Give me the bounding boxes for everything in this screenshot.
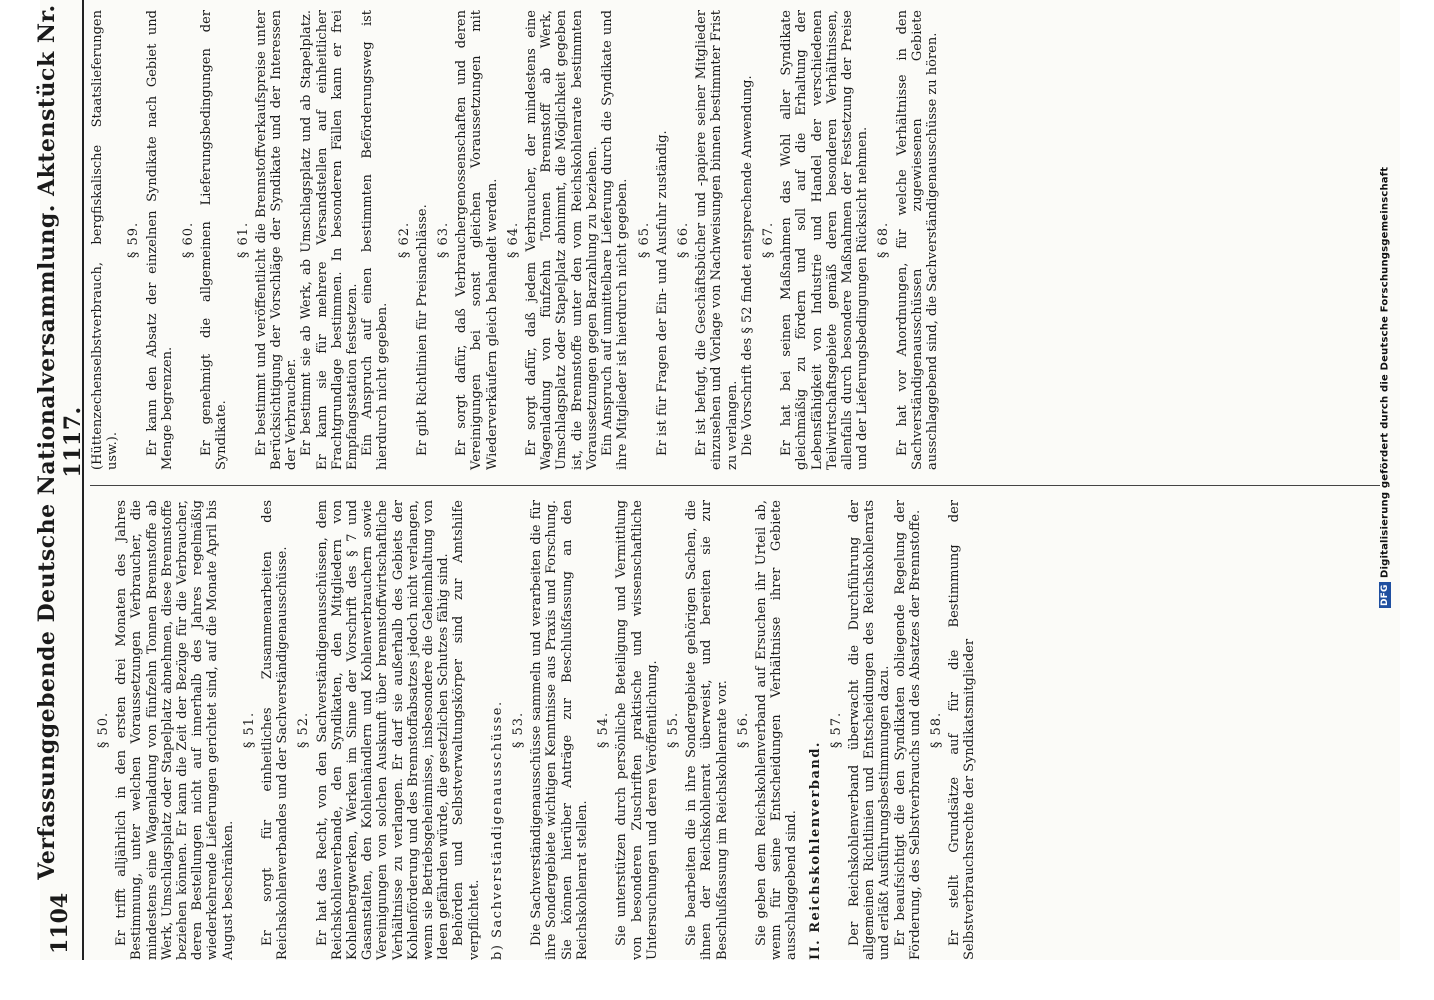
column-divider	[90, 485, 1380, 486]
paragraph: Ein Anspruch auf unmittelbare Lieferung durch die Syndikate und ihre Mitglieder ist hierdurch nicht gegeben.	[600, 10, 631, 470]
paragraph: Er beaufsichtigt die den Syndikaten obliegende Regelung der Förderung, des Selbstverbrauchs und des Absatzes der Brennstoffe.	[892, 500, 923, 960]
section-number: § 62.	[396, 221, 412, 259]
paragraph: Er hat bei seinen Maßnahmen das Wohl aller Syndikate gleichmäßig zu fördern und soll auf die Erhaltung der Lebensfähigkeit von Industrie und Handel der verschiedenen Teilwirtschaftsgebiete gemäß deren besonderen Verhältnissen, allenfalls durch besondere Maßnahmen der Festsetzung der Preise und der Lieferungsbedingungen Rücksicht nehmen.	[779, 10, 871, 470]
paragraph: Er gibt Richtlinien für Preisnachlässe.	[414, 204, 430, 456]
header-rule	[82, 0, 84, 960]
section-number: § 51.	[241, 711, 257, 749]
paragraph: Er ist für Fragen der Ein- und Ausfuhr zuständig.	[654, 130, 670, 456]
paragraph: Er hat das Recht, von den Sachverständigenausschüssen, dem Reichskohlenverbande, den Syndikaten, den Mitgliedern von Kohlenbergwerken, Werken im Sinne der Vorschrift des § 7 und Gasanstalten, den Kohlenhändlern und Kohlenverbrauchern sowie Vereinigungen von solchen Auskunft über brennstoffwirtschaftliche Verhältnisse zu verlangen. Er darf sie außerhalb des Gebiets der Kohlenförderung und des Brennstoffabsatzes jedoch nicht verlangen, wenn sie Betriebsgeheimnisse, insbesondere die Geheimhaltung von Ideen gefährden würde, die gesetzlichen Schutzes fähig sind.	[314, 500, 452, 960]
credit-text: Digitalisierung gefördert durch die Deutsche Forschungsgemeinschaft	[1379, 167, 1391, 579]
section-number: § 66.	[675, 221, 691, 259]
right-column	[90, 10, 1390, 470]
section-number: § 56.	[735, 711, 751, 749]
page-header	[34, 0, 86, 960]
section-number: § 68.	[876, 221, 892, 259]
section-number: § 61.	[235, 221, 251, 259]
left-column	[90, 500, 1390, 960]
section-number: § 57.	[828, 711, 844, 749]
section-number: § 64.	[505, 221, 521, 259]
section-number: § 58.	[928, 711, 944, 749]
running-title: Verfassunggebende Deutsche Nationalversammlung. Aktenstück Nr. 1117.	[34, 4, 86, 880]
dfg-logo: DFG	[1380, 584, 1390, 606]
digitization-credit	[1370, 8, 1400, 608]
section-number: § 65.	[636, 221, 652, 259]
section-number: § 52.	[296, 711, 312, 749]
section-number: § 67.	[760, 221, 776, 259]
section-number: § 63.	[436, 221, 452, 259]
paragraph: Er stellt Grundsätze auf für die Bestimmung der Selbstverbrauchsrechte der Syndikatsmitglieder	[947, 500, 978, 960]
paragraph: Die Sachverständigenausschüsse sammeln und verarbeiten die für ihre Sondergebiete wichtigen Kenntnisse aus Praxis und Forschung. Sie können hierüber Anträge zur Beschlußfassung an den Reichskohlenrat stellen.	[529, 500, 590, 960]
paragraph: Er bestimmt und veröffentlicht die Brennstoffverkaufspreise unter Berücksichtigung der Vorschläge der Syndikate und der Interessen der Verbraucher.	[253, 10, 300, 470]
section-number: § 53.	[511, 711, 527, 749]
section-number: § 60.	[181, 221, 197, 259]
paragraph: Sie unterstützen durch persönliche Beteiligung und Vermittlung von besonderen Zuschriften praktische und wissenschaftliche Untersuchungen und deren Veröffentlichung.	[614, 500, 660, 960]
section-number: § 50.	[96, 711, 111, 749]
paragraph: Er kann den Absatz der einzelnen Syndikate nach Gebiet und Menge begrenzen.	[144, 10, 175, 470]
paragraph: Er bestimmt sie ab Werk, ab Umschlagsplatz und ab Stapelplatz. Er kann sie für mehrere Versandstellen auf einheitlicher Frachtgrundlage bestimmen. In besonderen Fällen kann er frei Empfangsstation festsetzen.	[299, 10, 361, 470]
paragraph: Die Vorschrift des § 52 findet entsprechende Anwendung.	[739, 75, 755, 456]
document-page	[34, 0, 1400, 960]
paragraph: Er hat vor Anordnungen, für welche Verhältnisse in den Sachverständigenausschüssen zugewiesenen Gebiete ausschlaggebend sind, die Sachverständigenausschüsse zu hören.	[894, 10, 940, 470]
section-number: § 54.	[596, 711, 612, 749]
paragraph-continuation: (Hüttenzechenselbstverbrauch, bergfiskalische Staatslieferungen usw.).	[90, 10, 121, 470]
paragraph: Er sorgt dafür, daß jedem Verbraucher, der mindestens eine Wagenladung von fünfzehn Tonnen Brennstoff ab Werk, Umschlagsplatz oder Stapelplatz abnimmt, die Möglichkeit gegeben ist, die Brennstoffe unter den vom Reichskohlenrate bestimmten Voraussetzungen gegen Barzahlung zu beziehen.	[524, 10, 600, 470]
paragraph: Er sorgt für einheitliches Zusammenarbeiten des Reichskohlenverbandes und der Sachverständigenausschüsse.	[260, 500, 291, 960]
page-number: 1104	[47, 892, 73, 954]
paragraph: Behörden und Selbstverwaltungskörper sind zur Amtshilfe verpflichtet.	[451, 500, 482, 960]
paragraph: Er sorgt dafür, daß Verbrauchergenossenschaften und deren Vereinigungen bei sonst gleichen Voraussetzungen mit Wiederverkäufern gleich behandelt werden.	[454, 10, 500, 470]
paragraph: Sie bearbeiten die in ihre Sondergebiete gehörigen Sachen, die ihnen der Reichskohlenrat überweist, und bereiten sie zur Beschlußfassung im Reichskohlenrate vor.	[684, 500, 730, 960]
paragraph: Sie geben dem Reichskohlenverband auf Ersuchen ihr Urteil ab, wenn für seine Entscheidungen Verhältnisse ihrer Gebiete ausschlaggebend sind.	[753, 500, 800, 960]
heading: II. Reichskohlenverband.	[807, 741, 823, 960]
subheading: b) Sachverständigenausschüsse.	[489, 700, 505, 960]
paragraph: Er trifft alljährlich in den ersten drei Monaten des Jahres Bestimmung, unter welchen Voraussetzungen Verbraucher, die mindestens eine Wagenladung von fünfzehn Tonnen Brennstoffe ab Werk, Umschlagsplatz oder Stapelplatz abnehmen, diese Brennstoffe beziehen können. Er kann die Zeit der Bezüge für die Verbraucher, deren Bestellungen nicht auf innerhalb des Jahres regelmäßig wiederkehrende Lieferungen gerichtet sind, auf die Monate April bis August beschränken.	[114, 500, 236, 960]
paragraph: Ein Anspruch auf einen bestimmten Beförderungsweg ist hierdurch nicht gegeben.	[360, 10, 391, 470]
paragraph: Er genehmigt die allgemeinen Lieferungsbedingungen der Syndikate.	[199, 10, 230, 470]
paragraph: Er ist befugt, die Geschäftsbücher und -papiere seiner Mitglieder einzusehen und Vorlage von Nachweisungen binnen bestimmter Frist zu verlangen.	[694, 10, 740, 470]
section-number: § 55.	[665, 711, 681, 749]
section-number: § 59.	[126, 221, 142, 259]
paragraph: Der Reichskohlenverband überwacht die Durchführung der allgemeinen Richtlinien und Entscheidungen des Reichskohlenrats und erläßt Ausführungsbestimmungen dazu.	[846, 500, 893, 960]
